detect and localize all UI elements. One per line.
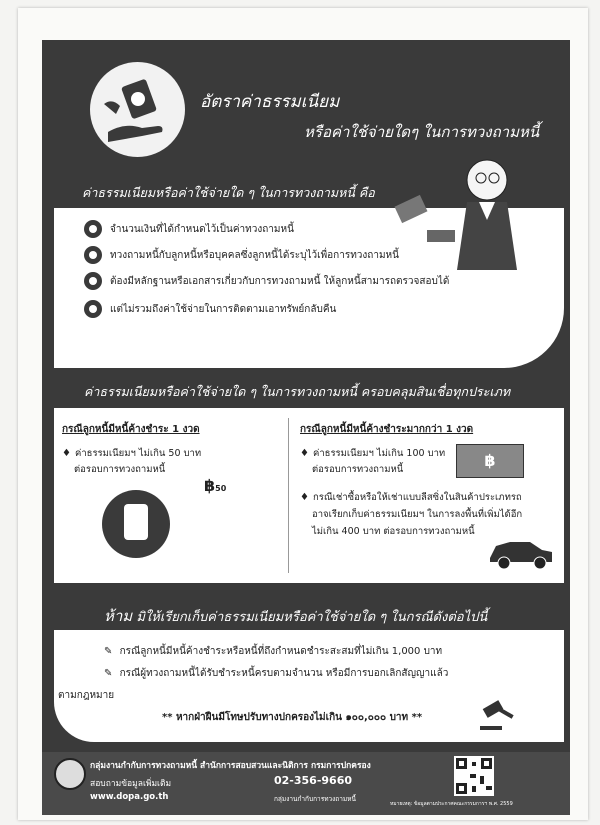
- section3-card: [54, 630, 564, 742]
- case-one-installment-title: กรณีลูกหนี้มีหนี้ค้างชำระ 1 งวด: [62, 424, 200, 435]
- prohibited-case-2: ✎ กรณีผู้ทวงถามหนี้ได้รับชำระหนี้ครบตามจำนวน หรือมีการบอกเลิกสัญญาแล้ว: [104, 668, 449, 679]
- chat-icon: [84, 300, 102, 318]
- banknote-icon: ฿: [456, 444, 524, 478]
- header-title: อัตราค่าธรรมเนียม: [200, 92, 340, 112]
- footer: [42, 752, 570, 815]
- document-icon: [84, 272, 102, 290]
- footer-unit: กลุ่มงานกำกับการทวงถามหนี้: [274, 795, 356, 803]
- leasing-note-line2: อาจเรียกเก็บค่าธรรมเนียมฯ ในการลงพื้นที่เพิ่มได้อีก: [312, 509, 523, 520]
- list-item: แต่ไม่รวมถึงค่าใช้จ่ายในการติดตามเอาทรัพย์กลับคืน: [84, 300, 336, 318]
- leasing-note-line1: ♦ กรณีเช่าซื้อหรือให้เช่าแบบลีสซิ่งในสินค้าประเภทรถ: [300, 492, 522, 503]
- prohibited-case-1: ✎ กรณีลูกหนี้มีหนี้ค้างชำระหรือหนี้ที่ถึงกำหนดชำระสะสมที่ไม่เกิน 1,000 บาท: [104, 646, 443, 657]
- case-multi-fee: ♦ ค่าธรรมเนียมฯ ไม่เกิน 100 บาท: [300, 448, 446, 459]
- section2-card: [54, 408, 564, 583]
- footer-org: กลุ่มงานกำกับการทวงถามหนี้ สำนักการสอบสวนและนิติการ กรมการปกครอง: [90, 761, 371, 771]
- qr-code[interactable]: [454, 756, 494, 796]
- leasing-note-line3: ไม่เกิน 400 บาท ต่อรอบการทวงถามหนี้: [312, 526, 475, 537]
- column-divider: [288, 418, 289, 573]
- money-hand-icon: [90, 62, 185, 157]
- footer-note: หมายเหตุ: ข้อมูลตามประกาศคณะกรรมการฯ พ.ศ. 2559: [390, 801, 513, 807]
- penalty-note: ** หากฝ่าฝืนมีโทษปรับทางปกครองไม่เกิน ๑๐๐,๐๐๐ บาท **: [162, 712, 423, 723]
- car-icon: [486, 532, 556, 572]
- baht-coin-icon: ฿50: [204, 476, 227, 495]
- footer-info-label: สอบถามข้อมูลเพิ่มเติม: [90, 779, 172, 789]
- section3-heading: ห้าม มิให้เรียกเก็บค่าธรรมเนียมหรือค่าใช้จ่ายใด ๆ ในกรณีดังต่อไปนี้: [104, 607, 488, 625]
- case-multi-installment-title: กรณีลูกหนี้มีหนี้ค้างชำระมากกว่า 1 งวด: [300, 424, 474, 435]
- businessman-illustration: [367, 150, 542, 280]
- footer-website[interactable]: www.dopa.go.th: [90, 792, 169, 802]
- list-item: ทวงถามหนี้กับลูกหนี้หรือบุคคลซึ่งลูกหนี้ได้ระบุไว้เพื่อการทวงถามหนี้: [84, 246, 399, 264]
- header-subtitle: หรือค่าใช้จ่ายใดๆ ในการทวงถามหนี้: [304, 123, 540, 141]
- case-multi-fee-period: ต่อรอบการทวงถามหนี้: [312, 464, 404, 475]
- case-one-fee-period: ต่อรอบการทวงถามหนี้: [74, 464, 166, 475]
- list-item: จำนวนเงินที่ได้กำหนดไว้เป็นค่าทวงถามหนี้: [84, 220, 294, 238]
- section1-heading: ค่าธรรมเนียมหรือค่าใช้จ่ายใด ๆ ในการทวงถามหนี้ คือ: [82, 185, 375, 200]
- prohibited-case-2-cont: ตามกฎหมาย: [58, 690, 115, 701]
- gavel-icon: [478, 700, 518, 732]
- case-one-fee: ♦ ค่าธรรมเนียมฯ ไม่เกิน 50 บาท: [62, 448, 202, 459]
- money-icon: [84, 220, 102, 238]
- section2-heading: ค่าธรรมเนียมหรือค่าใช้จ่ายใด ๆ ในการทวงถามหนี้ ครอบคลุมสินเชื่อทุกประเภท: [84, 384, 511, 399]
- phone-payment-icon: [102, 490, 170, 558]
- footer-phone: 02-356-9660: [274, 774, 353, 787]
- list-item: ต้องมีหลักฐานหรือเอกสารเกี่ยวกับการทวงถามหนี้ ให้ลูกหนี้สามารถตรวจสอบได้: [84, 272, 449, 290]
- department-seal-icon: [54, 758, 86, 790]
- poster: [42, 40, 570, 815]
- person-icon: [84, 246, 102, 264]
